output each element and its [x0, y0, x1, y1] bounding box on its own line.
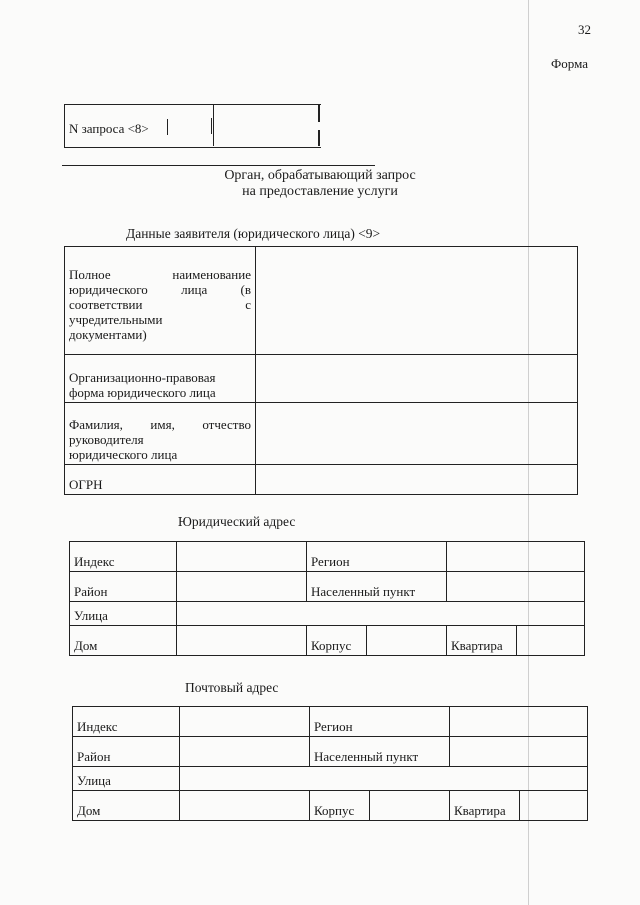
locality-value[interactable] — [447, 572, 585, 602]
table-row — [65, 355, 578, 403]
index-value[interactable] — [177, 542, 307, 572]
full-name-value[interactable] — [256, 247, 578, 355]
house-label: Дом — [73, 791, 180, 821]
form-label: Форма — [551, 56, 588, 71]
index-label: Индекс — [73, 707, 180, 737]
applicant-data-table — [64, 246, 578, 495]
region-label: Регион — [307, 542, 447, 572]
district-value[interactable] — [180, 737, 310, 767]
street-value[interactable] — [180, 767, 588, 791]
legal-form-label — [65, 355, 256, 403]
request-number-divider — [213, 104, 214, 146]
table-row — [65, 403, 578, 465]
index-value[interactable] — [180, 707, 310, 737]
apartment-label: Квартира — [447, 626, 517, 656]
head-name-value[interactable] — [256, 403, 578, 465]
label-line: руководителя — [69, 432, 144, 447]
region-value[interactable] — [447, 542, 585, 572]
organ-title — [170, 168, 470, 200]
ogrn-value[interactable] — [256, 465, 578, 495]
label-line: соответствии с — [69, 297, 251, 312]
ogrn-label: ОГРН — [65, 465, 256, 495]
postal-address-title: Почтовый адрес — [185, 680, 279, 695]
building-label: Корпус — [307, 626, 367, 656]
district-label: Район — [70, 572, 177, 602]
house-value[interactable] — [177, 626, 307, 656]
street-label: Улица — [70, 602, 177, 626]
head-name-label — [65, 403, 256, 465]
label-line: документами) — [69, 327, 147, 342]
label-line: юридического лица — [69, 447, 178, 462]
building-value[interactable] — [367, 626, 447, 656]
organ-title-line2: на предоставление услуги — [242, 184, 398, 199]
organ-line — [62, 165, 375, 166]
locality-label: Населенный пункт — [307, 572, 447, 602]
building-value[interactable] — [370, 791, 450, 821]
applicant-section-title: Данные заявителя (юридического лица) <9> — [126, 226, 381, 241]
region-value[interactable] — [450, 707, 588, 737]
legal-form-value[interactable] — [256, 355, 578, 403]
table-row — [65, 465, 578, 495]
street-label: Улица — [73, 767, 180, 791]
table-row — [70, 626, 585, 656]
locality-value[interactable] — [450, 737, 588, 767]
apartment-value[interactable] — [517, 626, 585, 656]
table-row — [70, 542, 585, 572]
request-number-label: N запроса <8> — [69, 121, 149, 136]
house-value[interactable] — [180, 791, 310, 821]
apartment-value[interactable] — [520, 791, 588, 821]
table-row — [73, 791, 588, 821]
request-number-input-mark[interactable] — [167, 119, 168, 135]
apartment-label: Квартира — [450, 791, 520, 821]
legal-address-title: Юридический адрес — [178, 514, 296, 529]
label-line: юридического лица (в — [69, 282, 251, 297]
label-line: Организационно-правовая — [69, 370, 216, 385]
building-label: Корпус — [310, 791, 370, 821]
table-row — [73, 737, 588, 767]
request-number-top-tick — [318, 104, 320, 122]
full-name-label — [65, 247, 256, 355]
table-row — [73, 767, 588, 791]
house-label: Дом — [70, 626, 177, 656]
table-row — [70, 602, 585, 626]
district-value[interactable] — [177, 572, 307, 602]
page-number: 32 — [578, 22, 591, 37]
legal-address-table — [69, 541, 585, 656]
district-label: Район — [73, 737, 180, 767]
table-row — [73, 707, 588, 737]
request-number-input-mark[interactable] — [211, 118, 212, 134]
table-row — [70, 572, 585, 602]
table-row — [65, 247, 578, 355]
label-line: Полное наименование — [69, 267, 251, 282]
locality-label: Населенный пункт — [310, 737, 450, 767]
label-line: учредительными — [69, 312, 163, 327]
postal-address-table — [72, 706, 588, 821]
label-line: Фамилия, имя, отчество — [69, 417, 251, 432]
request-number-bottom-tick — [318, 130, 320, 146]
index-label: Индекс — [70, 542, 177, 572]
label-line: форма юридического лица — [69, 385, 216, 400]
organ-title-line1: Орган, обрабатывающий запрос — [224, 168, 416, 183]
street-value[interactable] — [177, 602, 585, 626]
region-label: Регион — [310, 707, 450, 737]
